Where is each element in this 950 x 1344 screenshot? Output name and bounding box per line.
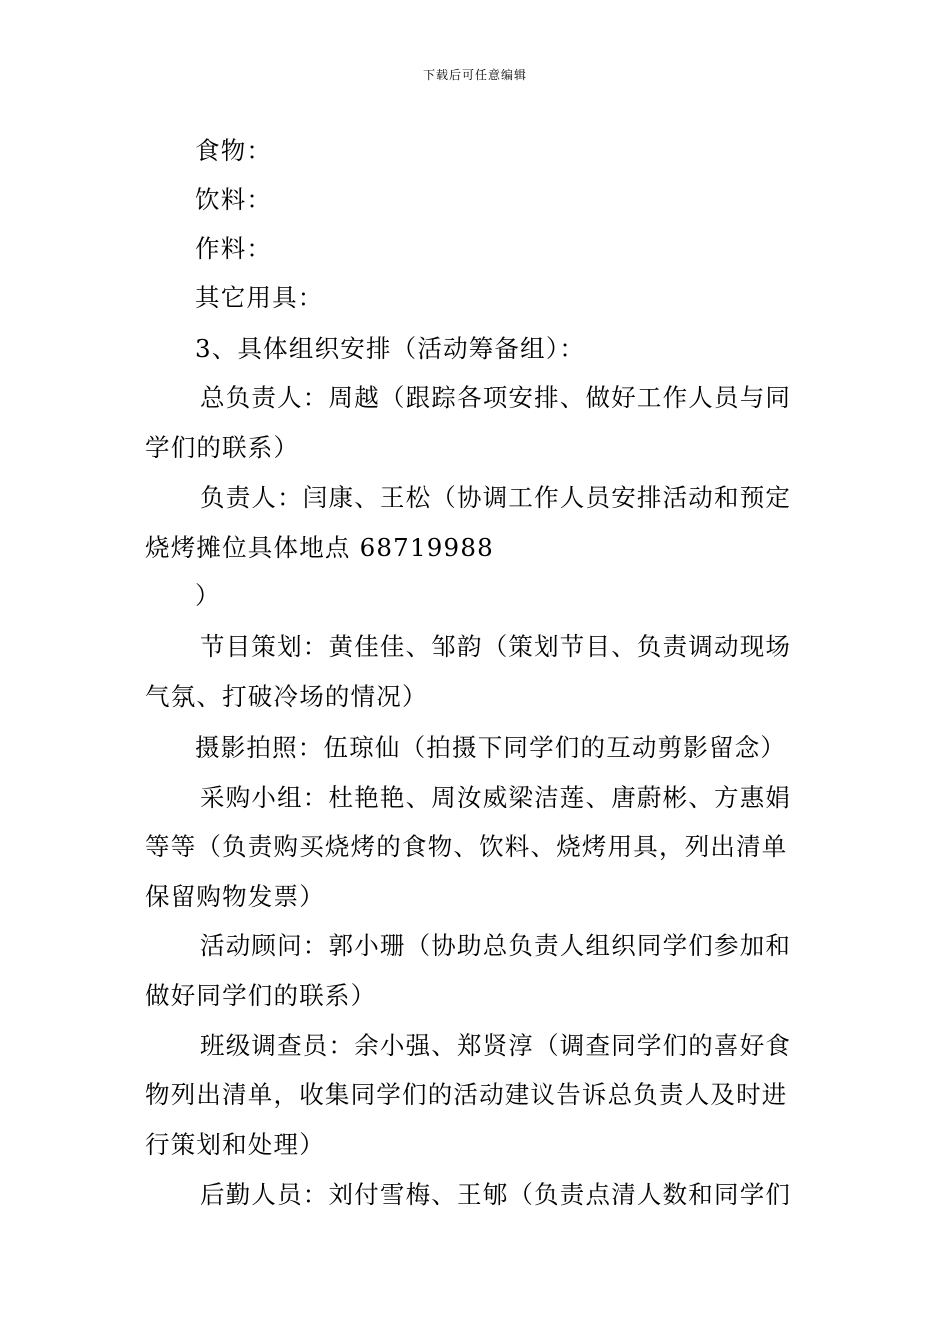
paragraph-line: ） <box>195 581 221 610</box>
seasoning-label: 作料： <box>195 234 273 263</box>
paragraph-line: 活动顾问：郭小珊（协助总负责人组织同学们参加和 <box>200 931 792 960</box>
drink-label: 饮料： <box>195 185 273 214</box>
paragraph-line: 保留购物发票） <box>145 882 325 911</box>
paragraph-line: 后勤人员：刘付雪梅、王郇（负责点清人数和同学们 <box>200 1180 792 1209</box>
paragraph-line: 负责人：闫康、王松（协调工作人员安排活动和预定 <box>200 483 792 512</box>
paragraph-line: 节目策划：黄佳佳、邹韵（策划节目、负责调动现场 <box>200 632 792 661</box>
paragraph-line: 摄影拍照：伍琼仙（拍摄下同学们的互动剪影留念） <box>195 733 787 762</box>
page-header: 下载后可任意编辑 <box>422 68 527 82</box>
food-label: 食物： <box>195 136 273 165</box>
paragraph-line: 班级调查员：余小强、郑贤淳（调查同学们的喜好食 <box>200 1031 792 1060</box>
paragraph-line: 气氛、打破冷场的情况） <box>145 682 428 711</box>
section-heading: 3、具体组织安排（活动筹备组）： <box>195 334 586 363</box>
paragraph-line: 烧烤摊位具体地点 68719988 <box>145 533 494 562</box>
paragraph-line: 行策划和处理） <box>145 1130 325 1159</box>
paragraph-line: 做好同学们的联系） <box>145 981 377 1010</box>
other-tools-label: 其它用具： <box>195 283 324 312</box>
paragraph-line: 物列出清单，收集同学们的活动建议告诉总负责人及时进 <box>145 1080 788 1109</box>
paragraph-line: 学们的联系） <box>145 433 300 462</box>
paragraph-line: 等等（负责购买烧烤的食物、饮料、烧烤用具，列出清单 <box>145 832 788 861</box>
paragraph-line: 总负责人：周越（跟踪各项安排、做好工作人员与同 <box>200 383 792 412</box>
paragraph-line: 采购小组：杜艳艳、周汝威梁洁莲、唐蔚彬、方惠娟 <box>200 783 792 812</box>
